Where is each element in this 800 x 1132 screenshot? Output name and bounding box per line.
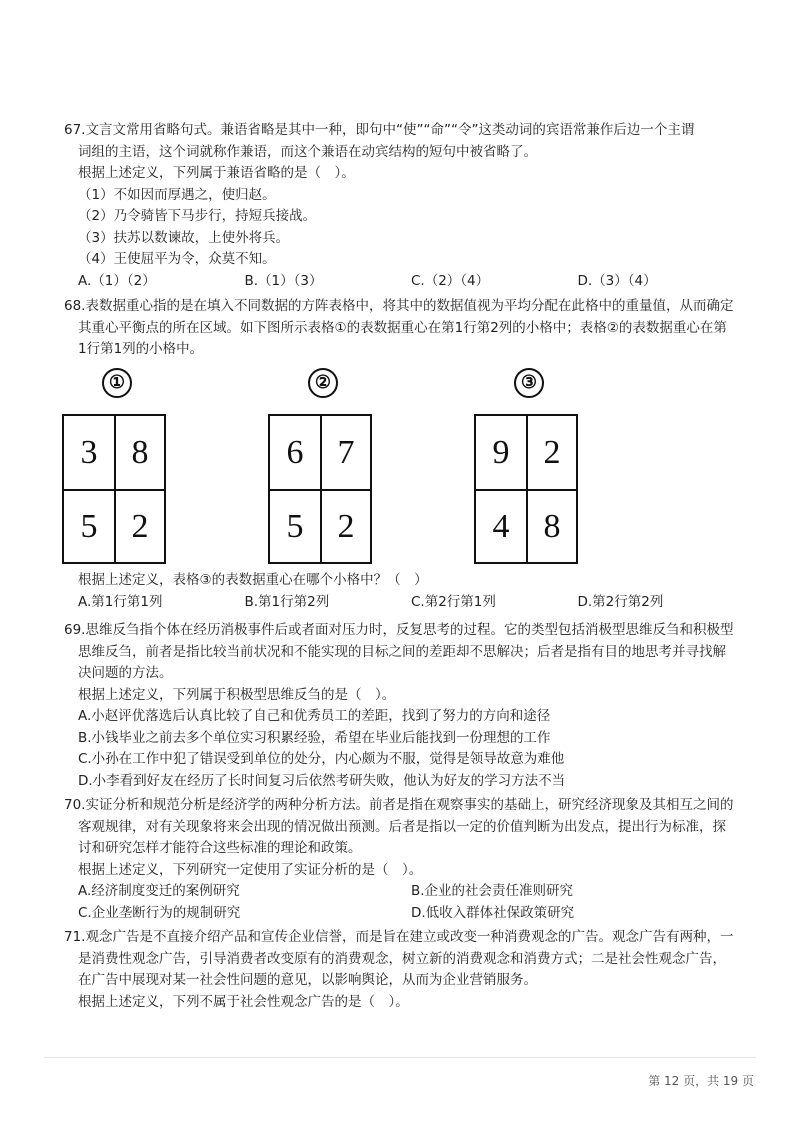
q69-option-c: C.小孙在工作中犯了错误受到单位的处分，内心颇为不服，觉得是领导故意为难他	[78, 751, 565, 767]
q70-stem-line-1: 70.实证分析和规范分析是经济学的两种分析方法。前者是指在观察事实的基础上，研究经济现象及其相互之间的	[64, 797, 734, 813]
q67-item-2: （2）乃令骑皆下马步行，持短兵接战。	[78, 208, 317, 224]
q71-stem-line-2: 是消费性观念广告，引导消费者改变原有的消费观念，树立新的消费观念和消费方式；二是社会性观念广告，	[78, 950, 726, 967]
grid-cell: 2	[320, 489, 370, 562]
question-68	[64, 296, 744, 361]
table-label-1: ①	[102, 368, 132, 398]
q67-item-3: （3）扶苏以数谏故，上使外将兵。	[78, 229, 290, 246]
q70-stem-line-3: 讨和研究怎样才能符合这些标准的理论和政策。	[78, 840, 362, 856]
grid-cell: 8	[526, 489, 576, 562]
grid-cell: 5	[64, 489, 114, 562]
data-grid-3	[474, 414, 578, 564]
question-68-answers	[64, 570, 744, 613]
q67-option-b: B.（1）（3）	[244, 272, 323, 289]
q71-stem-line-1: 71.观念广告是不直接介绍产品和宣传企业信誉，而是旨在建立或改变一种消费观念的广告。观念广告有两种，一	[64, 929, 734, 945]
data-grid-2	[268, 414, 372, 564]
q67-stem-line-2: 词组的主语，这个词就称作兼语，而这个兼语在动宾结构的短句中被省略了。	[78, 143, 537, 160]
grid-cell: 6	[286, 433, 304, 471]
grid-cell: 2	[114, 489, 164, 562]
q70-option-d: D.低收入群体社保政策研究	[411, 904, 575, 921]
q67-option-a: A.（1）（2）	[78, 272, 156, 289]
table-label-2: ②	[308, 368, 338, 398]
grid-cell: 5	[270, 489, 320, 562]
grid-cell: 2	[526, 416, 576, 489]
q71-prompt: 根据上述定义，下列不属于社会性观念广告的是（ ）。	[78, 993, 409, 1010]
grid-cell: 9	[492, 433, 510, 471]
question-70	[64, 795, 744, 924]
q69-option-a: A.小赵评优落选后认真比较了自己和优秀员工的差距，找到了努力的方向和途径	[78, 708, 551, 724]
q69-stem-line-3: 决问题的方法。	[78, 665, 173, 681]
q67-option-c: C.（2）（4）	[411, 272, 490, 289]
q67-stem-line-1: 67.文言文常用省略句式。兼语省略是其中一种，即句中“使”“命”“令”这类动词的宾语常兼作后边一个主谓	[64, 122, 695, 138]
q68-option-c: C.第2行第1列	[411, 593, 496, 610]
q68-figures	[0, 366, 800, 574]
grid-cell: 3	[80, 433, 98, 471]
q67-options	[64, 271, 744, 293]
q69-prompt: 根据上述定义，下列属于积极型思维反刍的是（ ）。	[78, 686, 396, 703]
q69-stem-line-1: 69.思维反刍指个体在经历消极事件后或者面对压力时，反复思考的过程。它的类型包括消极型思维反刍和积极型	[64, 622, 734, 638]
footer-divider	[44, 1057, 756, 1058]
grid-cell: 4	[476, 489, 526, 562]
q68-stem-line-2: 其重心平衡点的所在区域。如下图所示表格①的表数据重心在第1行第2列的小格中；表格②的表数据重心在第	[78, 319, 727, 336]
q67-item-4: （4）王使屈平为令，众莫不知。	[78, 251, 276, 267]
q69-option-d: D.小李看到好友在经历了长时间复习后依然考研失败，他认为好友的学习方法不当	[78, 772, 566, 789]
q68-prompt: 根据上述定义，表格③的表数据重心在哪个小格中？（ ）	[78, 572, 428, 588]
data-grid-1	[62, 414, 166, 564]
q70-prompt: 根据上述定义，下列研究一定使用了实证分析的是（ ）。	[78, 861, 423, 878]
q70-option-b: B.企业的社会责任准则研究	[411, 883, 574, 899]
q67-prompt: 根据上述定义，下列属于兼语省略的是（ ）。	[78, 165, 355, 181]
grid-cell: 7	[320, 416, 370, 489]
q68-option-a: A.第1行第1列	[78, 593, 163, 610]
q68-stem-line-3: 1行第1列的小格中。	[78, 341, 204, 357]
table-label-3: ③	[514, 368, 544, 398]
q70-options-row-1	[64, 881, 744, 903]
grid-cell: 8	[114, 416, 164, 489]
q70-stem-line-2: 客观规律，对有关现象将来会出现的情况做出预测。后者是指以一定的价值判断为出发点，提出行为标准，探	[78, 818, 726, 835]
q69-option-b: B.小钱毕业之前去多个单位实习积累经验，希望在毕业后能找到一份理想的工作	[78, 729, 551, 746]
page-number: 第 12 页，共 19 页	[648, 1074, 754, 1088]
q70-option-a: A.经济制度变迁的案例研究	[78, 883, 240, 899]
q70-options-row-2	[64, 903, 744, 925]
q67-item-1: （1）不如因而厚遇之，使归赵。	[78, 186, 276, 203]
q69-stem-line-2: 思维反刍，前者是指比较当前状况和不能实现的目标之间的差距却不思解决；后者是指有目的地思考并寻找解	[78, 643, 726, 660]
q71-stem-line-3: 在广告中展现对某一社会性问题的意见，以影响舆论，从而为企业营销服务。	[78, 972, 537, 988]
question-71	[64, 927, 744, 1013]
q70-option-c: C.企业垄断行为的规制研究	[78, 904, 241, 921]
q68-option-b: B.第1行第2列	[244, 593, 330, 610]
question-69	[64, 620, 744, 792]
q68-stem-line-1: 68.表数据重心指的是在填入不同数据的方阵表格中，将其中的数据值视为平均分配在此格中的重量值，从而确定	[64, 298, 734, 314]
question-67	[64, 120, 744, 292]
q68-option-d: D.第2行第2列	[577, 593, 664, 610]
q67-option-d: D.（3）（4）	[577, 272, 657, 289]
q68-options	[64, 592, 744, 614]
